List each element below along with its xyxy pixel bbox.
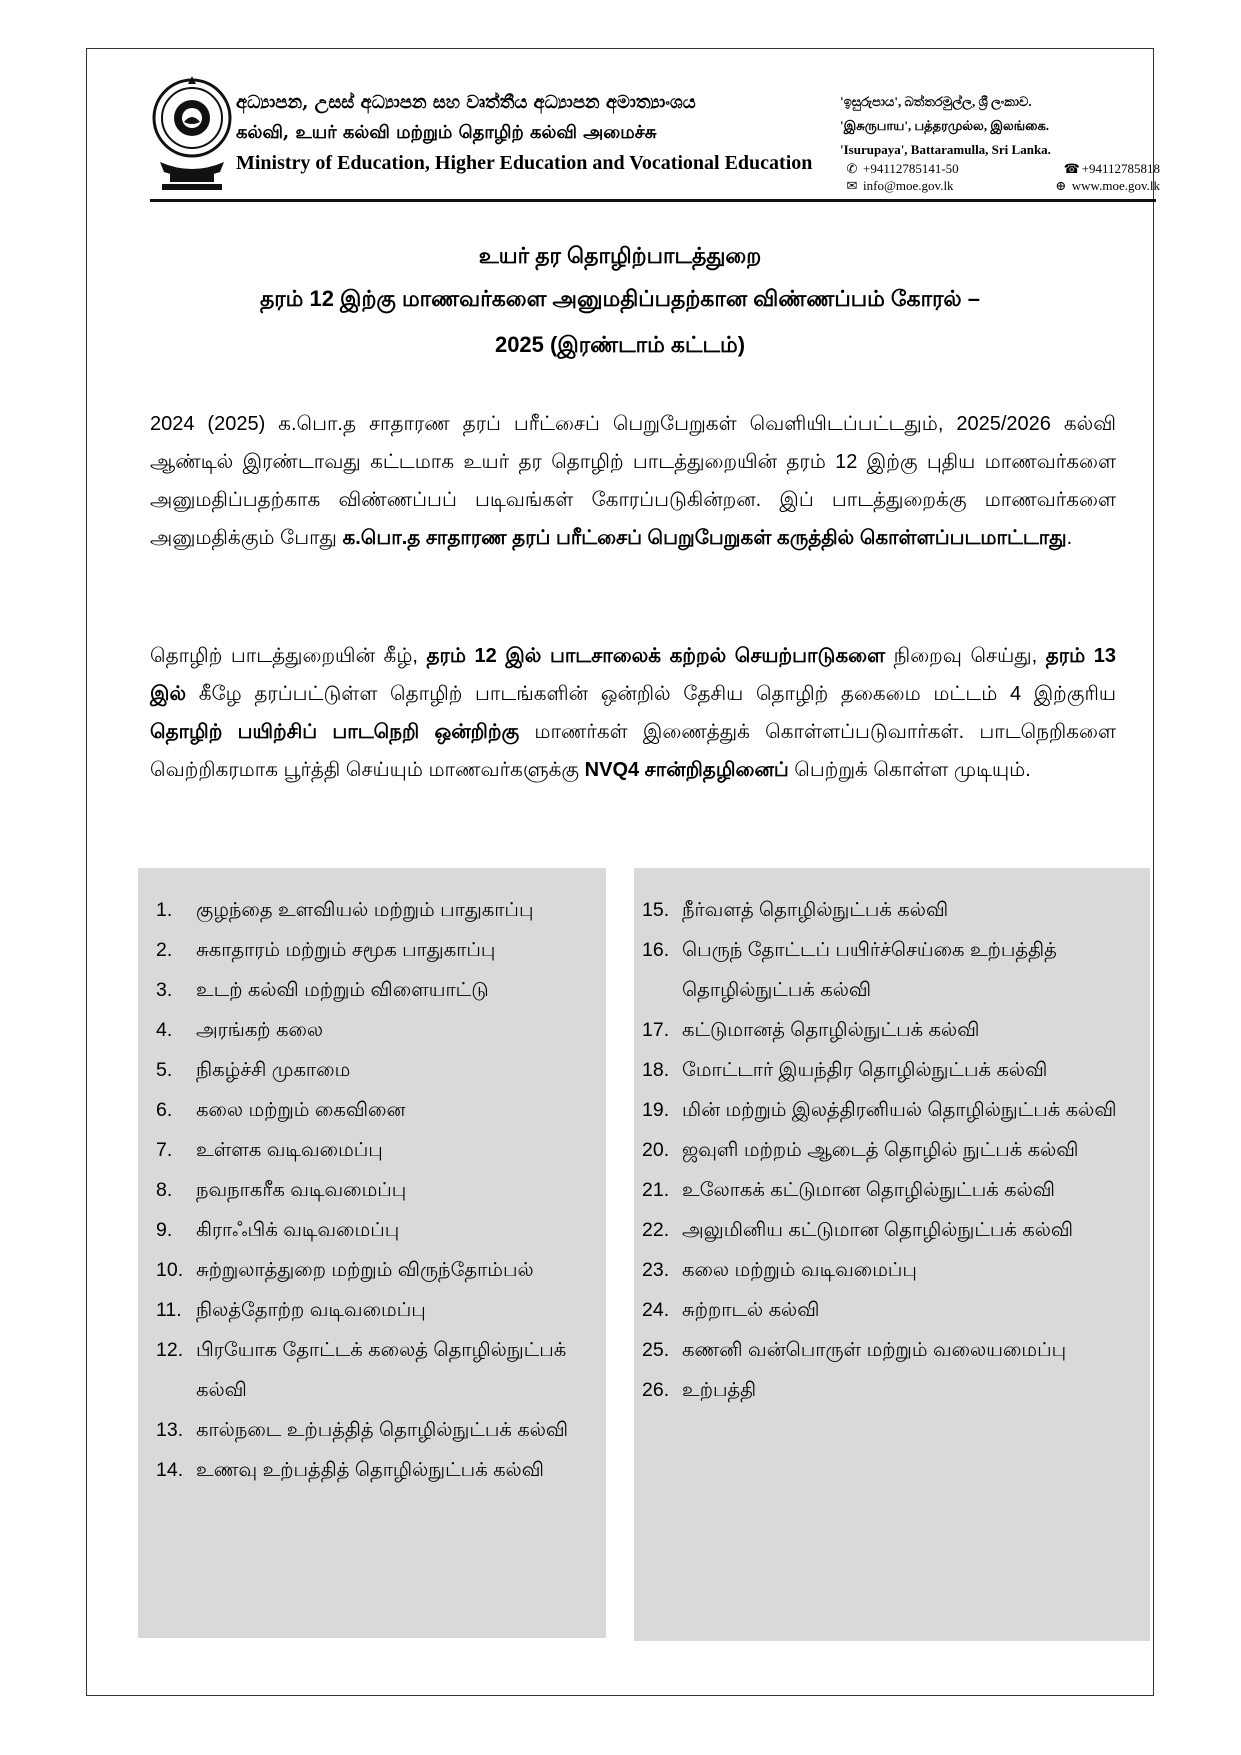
course-list-item [156, 930, 596, 970]
course-list-item [156, 1410, 596, 1450]
course-name: அரங்கற் கலை [196, 1019, 324, 1041]
course-list-item [642, 1250, 1142, 1290]
course-name: கிராஃபிக் வடிவமைப்பு [196, 1219, 400, 1241]
course-name: உணவு உற்பத்தித் தொழில்நுட்பக் கல்வி [196, 1459, 544, 1481]
phone-number: +94112785141-50 [863, 161, 959, 176]
para2-s4: மாணர்கள் இணைத்துக் கொள்ளப்படுவார்கள். பாடநெறிகளை வெற்றிகரமாக பூர்த்தி செய்யும் மாணவர்களுக்கு [150, 721, 1117, 781]
course-number: 17. [642, 1019, 670, 1041]
course-name: பெருந் தோட்டப் பயிர்ச்செய்கை உற்பத்தித் தொழில்நுட்பக் கல்வி [682, 939, 1057, 1001]
address-block [840, 90, 1160, 162]
course-number: 1. [156, 899, 173, 921]
course-list-right [634, 868, 1150, 1641]
course-number: 24. [642, 1299, 670, 1321]
course-number: 11. [156, 1299, 182, 1321]
course-number: 22. [642, 1219, 670, 1241]
course-number: 20. [642, 1139, 670, 1161]
course-name: உடற் கல்வி மற்றும் விளையாட்டு [196, 979, 489, 1001]
title-line-1: உயர் தர தொழிற்பாடத்துறை [478, 243, 762, 268]
para2-s1: தொழிற் பாடத்துறையின் கீழ், [150, 645, 427, 667]
course-name: கலை மற்றும் வடிவமைப்பு [682, 1259, 917, 1281]
course-number: 25. [642, 1339, 670, 1361]
fax-icon: ☎ [1063, 161, 1080, 176]
course-list-item [156, 1290, 596, 1330]
course-list-item [156, 1210, 596, 1250]
course-name: கணனி வன்பொருள் மற்றும் வலையமைப்பு [682, 1339, 1067, 1361]
course-list-item [156, 1130, 596, 1170]
email-address: info@moe.gov.lk [863, 178, 954, 193]
course-name: நிலத்தோற்ற வடிவமைப்பு [196, 1299, 426, 1321]
course-list-item [156, 1450, 596, 1490]
course-number: 15. [642, 899, 670, 921]
course-name: கலை மற்றும் கைவினை [196, 1099, 406, 1121]
globe-icon: ⊕ [1055, 178, 1067, 193]
address-tamil: 'இசுருபாய', பத்தரமுல்ல, இலங்கை. [840, 118, 1050, 133]
course-number: 9. [156, 1219, 173, 1241]
course-name: சுகாதாரம் மற்றும் சமூக பாதுகாப்பு [196, 939, 496, 961]
course-name: உற்பத்தி [682, 1379, 757, 1401]
paragraph-2 [150, 637, 1116, 789]
course-number: 21. [642, 1179, 670, 1201]
course-list-item [156, 1170, 596, 1210]
course-list-item [156, 1050, 596, 1090]
course-name: சுற்றுலாத்துறை மற்றும் விருந்தோம்பல் [196, 1259, 534, 1281]
paragraph-1 [150, 405, 1116, 557]
course-number: 23. [642, 1259, 670, 1281]
course-number: 16. [642, 939, 670, 961]
para1-end: . [1066, 527, 1073, 549]
course-list-item [642, 1010, 1142, 1050]
course-list-left [138, 868, 606, 1638]
course-number: 4. [156, 1019, 173, 1041]
course-number: 10. [156, 1259, 184, 1281]
address-english: 'Isurupaya', Battaramulla, Sri Lanka. [840, 142, 1051, 157]
course-number: 19. [642, 1099, 670, 1121]
course-name: சுற்றாடல் கல்வி [682, 1299, 820, 1321]
course-name: பிரயோக தோட்டக் கலைத் தொழில்நுட்பக் கல்வி [196, 1339, 567, 1401]
course-number: 13. [156, 1419, 184, 1441]
para2-b2: தரம் 13 இல் [150, 645, 1116, 705]
course-name: உலோகக் கட்டுமான தொழில்நுட்பக் கல்வி [682, 1179, 1055, 1201]
course-name: நீர்வளத் தொழில்நுட்பக் கல்வி [682, 899, 949, 921]
website: www.moe.gov.lk [1071, 178, 1160, 193]
course-list-item [156, 1090, 596, 1130]
course-name: கட்டுமானத் தொழில்நுட்பக் கல்வி [682, 1019, 980, 1041]
course-number: 6. [156, 1099, 173, 1121]
course-list-item [642, 1330, 1142, 1370]
para2-s2: நிறைவு செய்து, [885, 645, 1046, 667]
course-number: 18. [642, 1059, 670, 1081]
course-list-item [156, 1250, 596, 1290]
course-list-item [642, 1170, 1142, 1210]
course-name: மோட்டார் இயந்திர தொழில்நுட்பக் கல்வி [682, 1059, 1048, 1081]
course-list-item [642, 930, 1142, 1010]
phone-icon: ✆ [846, 161, 858, 176]
course-number: 8. [156, 1179, 173, 1201]
address-sinhala: 'ඉසුරුපාය', බත්තරමුල්ල, ශ්‍රී ලංකාව. [840, 94, 1032, 109]
course-list-item [642, 1050, 1142, 1090]
para2-b4: NVQ4 சான்றிதழினைப் [584, 759, 789, 781]
para1-text: 2024 (2025) க.பொ.த சாதாரண தரப் பரீட்சைப் பெறுபேறுகள் வெளியிடப்பட்டதும், 2025/2026 கல்வி ஆண்டில் இரண்டாவது கட்டமாக உயர் தர தொழிற் பாடத்துறையின் தரம் 12 இற்கு புதிய மாணவர்களை அனுமதிப்பதற்காக விண்ணப்பப் படிவங்கள் கோரப்படுகின்றன. இப் பாடத்துறைக்கு மாணவர்களை அனுமதிக்கும் போது [150, 413, 1116, 549]
course-list-item [642, 1210, 1142, 1250]
course-list-item [156, 1010, 596, 1050]
course-list-item [156, 970, 596, 1010]
course-number: 26. [642, 1379, 670, 1401]
para2-b3: தொழிற் பயிற்சிப் பாடநெறி ஒன்றிற்கு [150, 721, 520, 743]
course-number: 7. [156, 1139, 173, 1161]
para1-bold: க.பொ.த சாதாரண தரப் பரீட்சைப் பெறுபேறுகள் கருத்தில் கொள்ளப்படமாட்டாது [342, 527, 1067, 549]
email-icon: ✉ [846, 178, 858, 193]
sri-lanka-emblem-icon [150, 72, 234, 196]
title-line-2: தரம் 12 இற்கு மாணவர்களை அனுமதிப்பதற்கான விண்ணப்பம் கோரல் – [259, 286, 981, 311]
course-name: நிகழ்ச்சி முகாமை [196, 1059, 351, 1081]
course-list-item [642, 890, 1142, 930]
org-name-tamil: கல்வி, உயர் கல்வி மற்றும் தொழிற் கல்வி அமைச்சு [236, 122, 657, 143]
course-name: மின் மற்றும் இலத்திரனியல் தொழில்நுட்பக் கல்வி [682, 1099, 1117, 1121]
course-name: அலுமினிய கட்டுமான தொழில்நுட்பக் கல்வி [682, 1219, 1074, 1241]
course-list-item [642, 1370, 1142, 1410]
header-divider [150, 199, 1156, 202]
course-number: 12. [156, 1339, 184, 1361]
org-name-english: Ministry of Education, Higher Education and Vocational Education [236, 152, 813, 174]
letterhead [150, 70, 1160, 200]
course-name: குழந்தை உளவியல் மற்றும் பாதுகாப்பு [196, 899, 534, 921]
para2-s5: பெற்றுக் கொள்ள முடியும். [788, 759, 1031, 781]
course-number: 3. [156, 979, 173, 1001]
course-number: 14. [156, 1459, 184, 1481]
contact-block [845, 160, 1160, 194]
fax-number: +94112785818 [1081, 161, 1160, 176]
course-number: 5. [156, 1059, 173, 1081]
course-number: 2. [156, 939, 173, 961]
para2-b1: தரம் 12 இல் பாடசாலைக் கற்றல் செயற்பாடுகளை [426, 645, 886, 667]
course-list-item [642, 1290, 1142, 1330]
title-line-3: 2025 (இரண்டாம் கட்டம்) [494, 332, 746, 357]
course-name: ஜவுளி மற்றம் ஆடைத் தொழில் நுட்பக் கல்வி [682, 1139, 1079, 1161]
para2-s3: கீழே தரப்பட்டுள்ள தொழிற் பாடங்களின் ஒன்றில் தேசிய தொழிற் தகைமை மட்டம் 4 இற்குரிய [186, 683, 1116, 705]
course-name: நவநாகரீக வடிவமைப்பு [196, 1179, 407, 1201]
course-name: உள்ளக வடிவமைப்பு [196, 1139, 383, 1161]
course-name: கால்நடை உற்பத்தித் தொழில்நுட்பக் கல்வி [196, 1419, 569, 1441]
course-list-item [156, 1330, 596, 1410]
org-name-sinhala: අධ්‍යාපන, උසස් අධ්‍යාපන සහ වෘත්තීය අධ්‍යාපන අමාත්‍යාංශය [236, 92, 696, 113]
course-list-item [156, 890, 596, 930]
course-list-item [642, 1090, 1142, 1130]
course-list-item [642, 1130, 1142, 1170]
